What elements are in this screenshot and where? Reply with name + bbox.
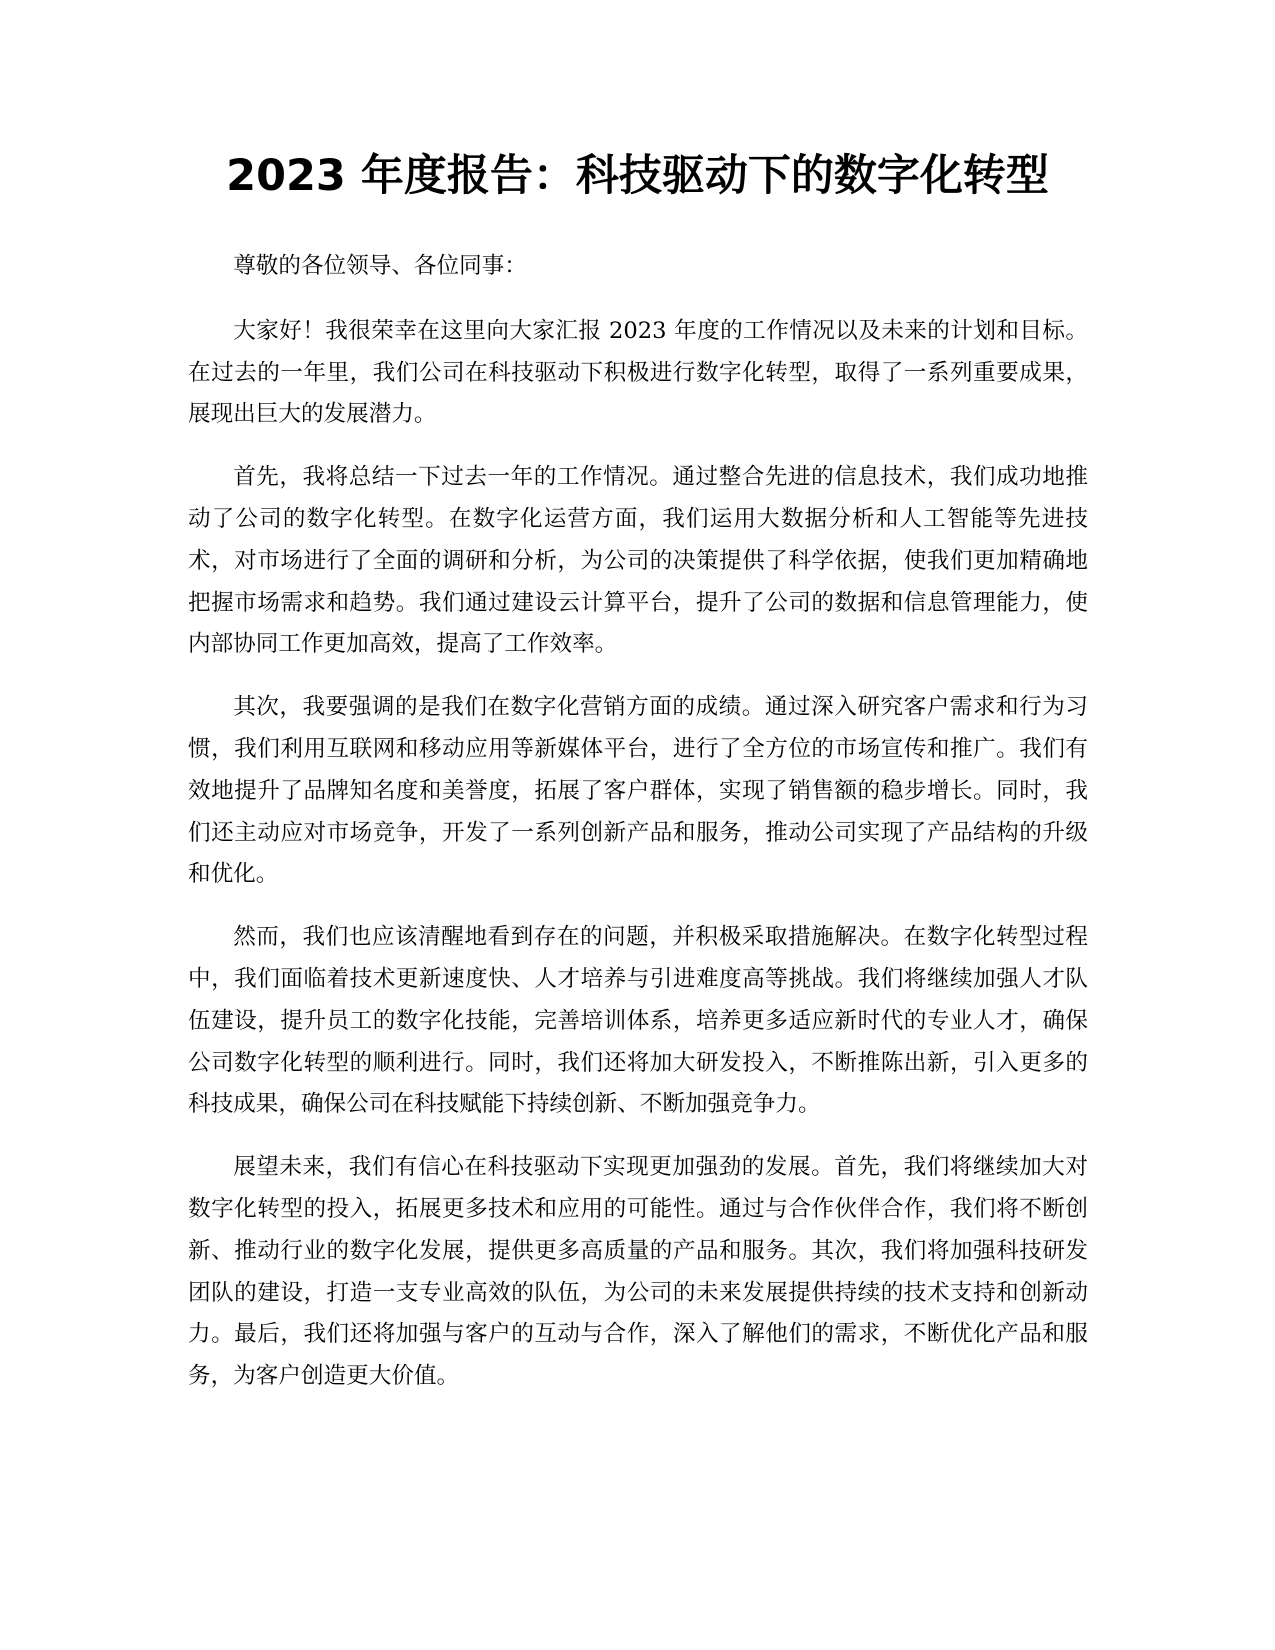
paragraph-opening: 大家好！我很荣幸在这里向大家汇报 2023 年度的工作情况以及未来的计划和目标。在过去的一年里，我们公司在科技驱动下积极进行数字化转型，取得了一系列重要成果，展现出巨大的发展潜力。 — [188, 317, 1088, 428]
paragraph-marketing: 其次，我要强调的是我们在数字化营销方面的成绩。通过深入研究客户需求和行为习惯，我们利用互联网和移动应用等新媒体平台，进行了全方位的市场宣传和推广。我们有效地提升了品牌知名度和美誉度，拓展了客户群体，实现了销售额的稳步增长。同时，我们还主动应对市场竞争，开发了一系列创新产品和服务，推动公司实现了产品结构的升级和优化。 — [188, 694, 1088, 888]
document-title: 2023 年度报告：科技驱动下的数字化转型 — [226, 151, 1049, 201]
greeting-paragraph: 尊敬的各位领导、各位同事： — [233, 253, 527, 279]
document-body — [188, 246, 1088, 1419]
paragraph-work-summary: 首先，我将总结一下过去一年的工作情况。通过整合先进的信息技术，我们成功地推动了公司的数字化转型。在数字化运营方面，我们运用大数据分析和人工智能等先进技术，对市场进行了全面的调研和分析，为公司的决策提供了科学依据，使我们更加精确地把握市场需求和趋势。我们通过建设云计算平台，提升了公司的数据和信息管理能力，使内部协同工作更加高效，提高了工作效率。 — [188, 464, 1088, 658]
paragraph-challenges: 然而，我们也应该清醒地看到存在的问题，并积极采取措施解决。在数字化转型过程中，我们面临着技术更新速度快、人才培养与引进难度高等挑战。我们将继续加强人才队伍建设，提升员工的数字化技能，完善培训体系，培养更多适应新时代的专业人才，确保公司数字化转型的顺利进行。同时，我们还将加大研发投入，不断推陈出新，引入更多的科技成果，确保公司在科技赋能下持续创新、不断加强竞争力。 — [188, 924, 1088, 1118]
paragraph-outlook: 展望未来，我们有信心在科技驱动下实现更加强劲的发展。首先，我们将继续加大对数字化转型的投入，拓展更多技术和应用的可能性。通过与合作伙伴合作，我们将不断创新、推动行业的数字化发展，提供更多高质量的产品和服务。其次，我们将加强科技研发团队的建设，打造一支专业高效的队伍，为公司的未来发展提供持续的技术支持和创新动力。最后，我们还将加强与客户的互动与合作，深入了解他们的需求，不断优化产品和服务，为客户创造更大价值。 — [188, 1154, 1088, 1390]
